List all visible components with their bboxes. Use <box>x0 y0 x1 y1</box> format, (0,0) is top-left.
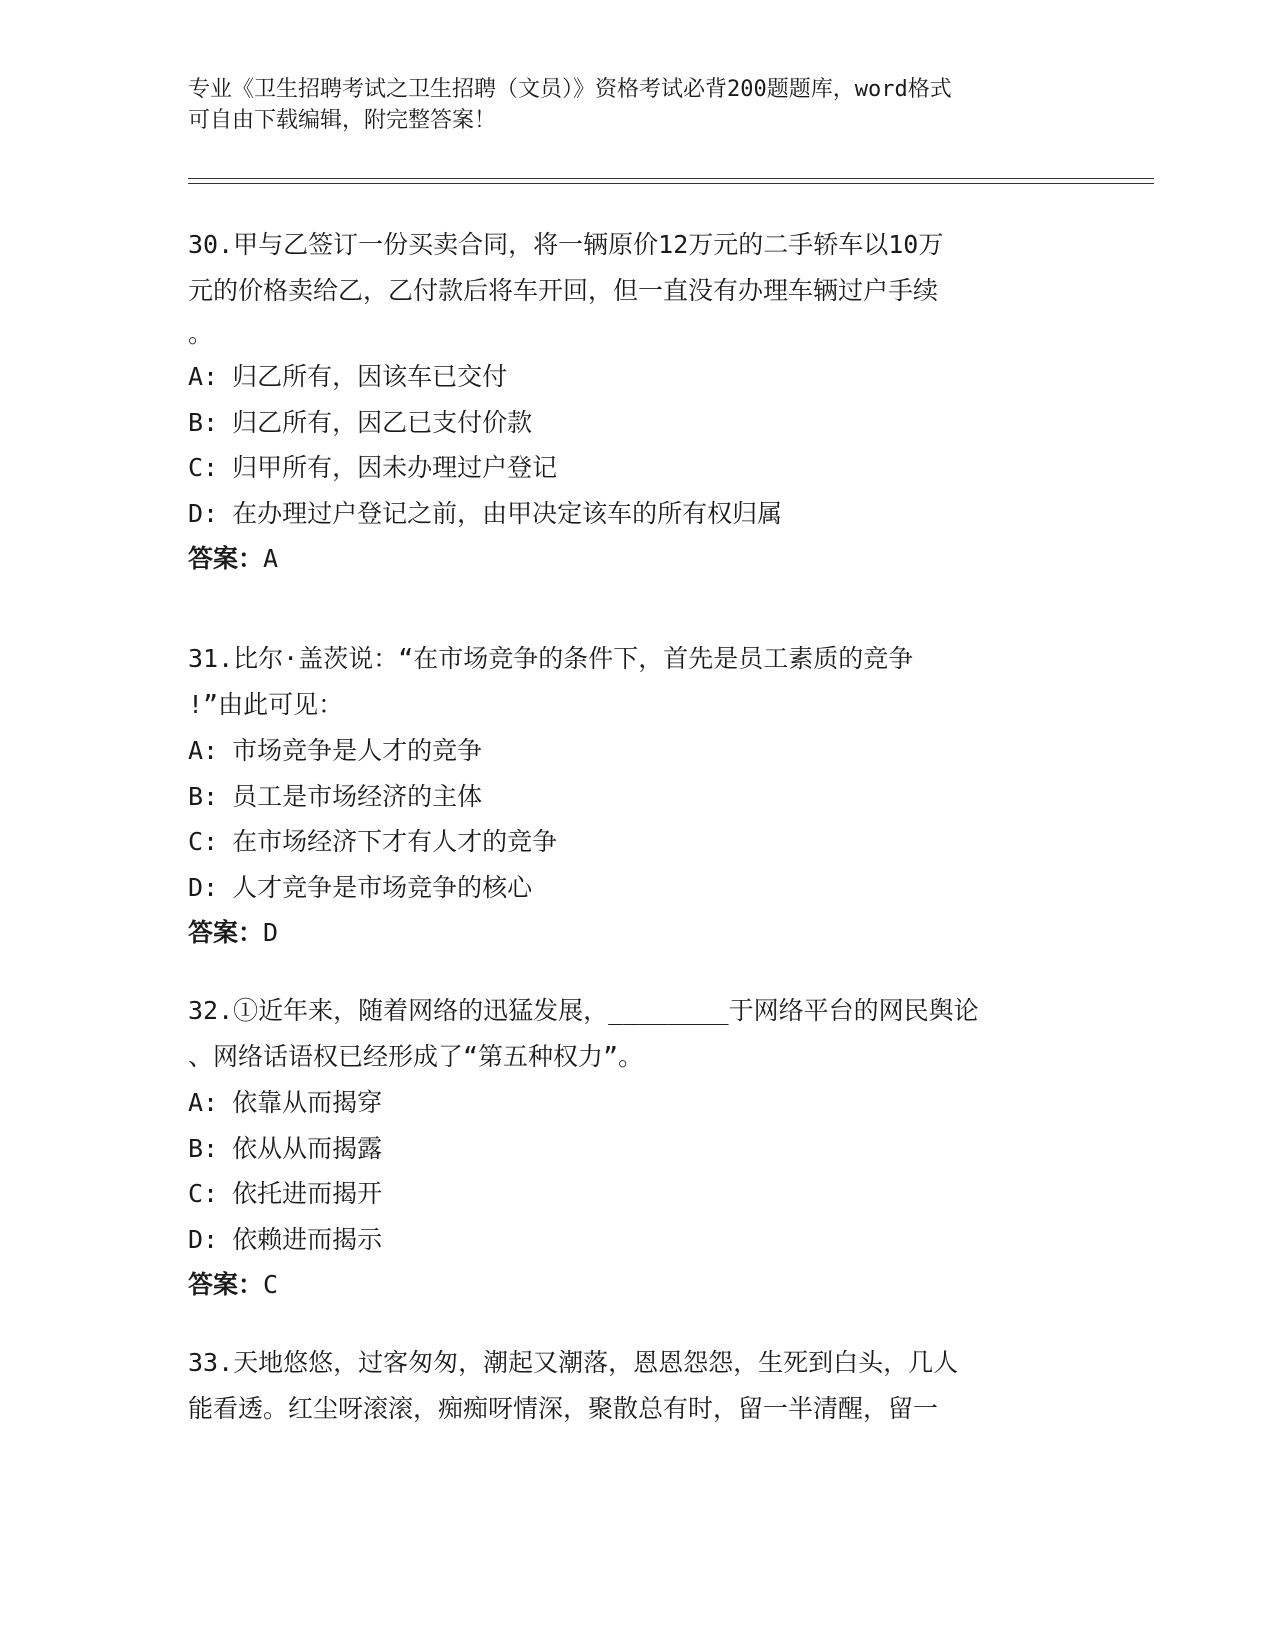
option-text: 依赖进而揭示 <box>232 1224 383 1254</box>
question-stem-line: 31.比尔·盖茨说：“在市场竞争的条件下，首先是员工素质的竞争 <box>188 644 914 673</box>
option-text: 归乙所有，因该车已交付 <box>232 362 508 391</box>
option-letter: C: <box>188 1179 219 1208</box>
option-text: 人才竞争是市场竞争的核心 <box>232 872 533 902</box>
option-text: 员工是市场经济的主体 <box>232 781 483 811</box>
answer-value: A <box>263 544 279 573</box>
option-text: 在市场经济下才有人才的竞争 <box>232 827 558 856</box>
option-letter: D: <box>188 498 219 528</box>
option-c <box>188 445 1088 491</box>
option-text: 依靠从而揭穿 <box>232 1088 383 1117</box>
answer-line <box>188 536 1088 582</box>
option-letter: C: <box>188 827 219 856</box>
option-b <box>188 774 1088 820</box>
header-divider-top <box>188 178 1154 179</box>
option-d <box>188 491 1088 537</box>
option-letter: B: <box>188 1133 219 1163</box>
option-letter: C: <box>188 453 219 482</box>
question-30 <box>188 222 1088 582</box>
option-letter: D: <box>188 1224 219 1254</box>
question-stem-line: 。 <box>188 319 214 348</box>
option-a <box>188 728 1088 774</box>
question-stem-line: 30.甲与乙签订一份买卖合同，将一辆原价12万元的二手轿车以10万 <box>188 230 944 259</box>
question-stem-line: 元的价格卖给乙，乙付款后将车开回，但一直没有办理车辆过户手续 <box>188 276 939 305</box>
option-d <box>188 865 1088 911</box>
header-line-1: 专业《卫生招聘考试之卫生招聘（文员）》资格考试必背200题题库，word格式 <box>188 77 952 102</box>
option-letter: A: <box>188 1088 219 1117</box>
question-stem-line: 能看透。红尘呀滚滚，痴痴呀情深，聚散总有时，留一半清醒，留一 <box>188 1394 939 1423</box>
option-a <box>188 354 1088 400</box>
question-32 <box>188 988 1088 1308</box>
answer-line <box>188 910 1088 956</box>
option-c <box>188 819 1088 865</box>
answer-label: 答案： <box>188 1270 264 1299</box>
option-text: 市场竞争是人才的竞争 <box>232 736 483 765</box>
answer-line <box>188 1262 1088 1308</box>
option-a <box>188 1080 1088 1126</box>
option-c <box>188 1171 1088 1217</box>
answer-label: 答案： <box>188 918 264 947</box>
option-letter: D: <box>188 872 219 902</box>
option-letter: B: <box>188 407 219 437</box>
option-letter: B: <box>188 781 219 811</box>
option-letter: A: <box>188 736 219 765</box>
question-stem-line: 32.①近年来，随着网络的迅猛发展，________于网络平台的网民舆论 <box>188 996 979 1025</box>
option-text: 在办理过户登记之前，由甲决定该车的所有权归属 <box>232 498 783 528</box>
option-text: 依托进而揭开 <box>232 1179 383 1208</box>
question-31 <box>188 636 1088 956</box>
option-text: 依从从而揭露 <box>232 1133 383 1163</box>
question-33 <box>188 1340 1088 1432</box>
document-header <box>188 74 1068 136</box>
header-divider-bottom <box>188 183 1154 184</box>
header-line-2: 可自由下载编辑，附完整答案！ <box>188 108 497 133</box>
answer-value: C <box>263 1270 279 1299</box>
option-b <box>188 400 1088 446</box>
question-stem-line: 、网络话语权已经形成了“第五种权力”。 <box>188 1042 644 1071</box>
question-stem-line: 33.天地悠悠，过客匆匆，潮起又潮落，恩恩怨怨，生死到白头，几人 <box>188 1348 959 1377</box>
option-letter: A: <box>188 362 219 391</box>
option-text: 归甲所有，因未办理过户登记 <box>232 453 558 482</box>
option-b <box>188 1126 1088 1172</box>
question-stem-line: !”由此可见： <box>188 690 344 719</box>
answer-value: D <box>263 918 279 947</box>
option-d <box>188 1217 1088 1263</box>
answer-label: 答案： <box>188 544 264 573</box>
option-text: 归乙所有，因乙已支付价款 <box>232 407 533 437</box>
